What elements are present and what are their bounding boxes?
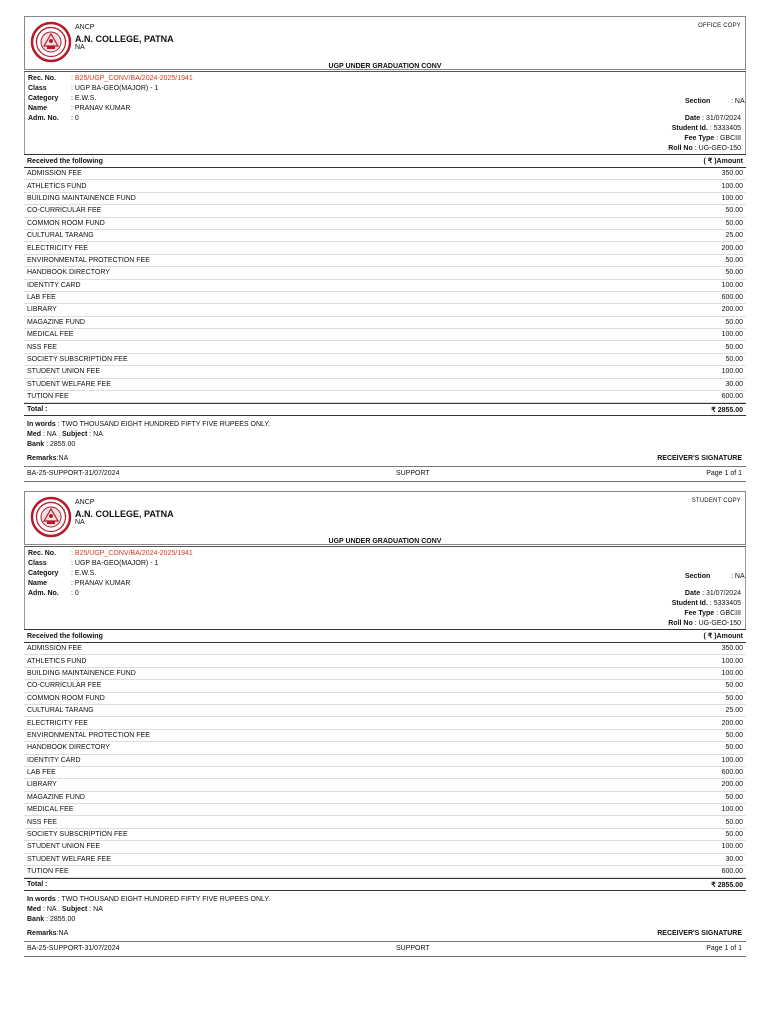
fee-item: MEDICAL FEE — [27, 806, 74, 814]
fee-item: COMMON ROOM FUND — [27, 219, 105, 227]
category-row — [28, 569, 96, 579]
remarks-row — [27, 930, 68, 937]
table-row — [24, 693, 746, 705]
fee-type-row — [684, 609, 741, 619]
fee-amount: 100.00 — [721, 806, 743, 814]
divider — [24, 466, 746, 467]
fee-amount: 50.00 — [725, 318, 743, 326]
amount-words — [27, 895, 270, 905]
table-row — [24, 655, 746, 667]
receipt-title: UGP UNDER GRADUATION CONV — [328, 538, 442, 545]
fee-amount: 600.00 — [721, 868, 743, 876]
fee-amount: 50.00 — [725, 694, 743, 702]
words-value: : TWO THOUSAND EIGHT HUNDRED FIFTY FIVE RUPEES ONLY. — [57, 421, 271, 428]
name-label: Name — [28, 579, 48, 587]
bank-label: Bank — [27, 441, 45, 448]
subject-label: Subject — [62, 906, 88, 913]
college-emblem-icon — [30, 496, 72, 538]
fee-amount: 200.00 — [721, 719, 743, 727]
student-info — [24, 547, 746, 629]
date-row — [685, 589, 741, 599]
rec-no-label: Rec. No. — [28, 550, 57, 557]
fee-amount: 100.00 — [721, 281, 743, 289]
date-label: Date — [684, 115, 701, 122]
student-id-row — [672, 599, 741, 609]
fee-table — [24, 154, 746, 416]
remarks-label: Remarks — [27, 455, 57, 462]
college-emblem-icon — [30, 21, 72, 63]
header-amount: ( ₹ )Amount — [703, 158, 743, 165]
page-number: Page 1 of 1 — [706, 470, 742, 477]
table-row — [24, 779, 746, 791]
table-row — [24, 717, 746, 729]
bank-label: Bank — [27, 916, 45, 923]
roll-no-value: : UG-GEO-150 — [694, 145, 741, 152]
table-row — [24, 804, 746, 816]
fee-item: LIBRARY — [27, 781, 57, 789]
fee-item: CO-CURRICULAR FEE — [27, 207, 102, 215]
section-row — [685, 573, 745, 580]
footer-center: SUPPORT — [396, 945, 430, 952]
fee-item: SOCIETY SUBSCRIPTION FEE — [27, 831, 128, 839]
table-row — [24, 329, 746, 341]
fee-item: HANDBOOK DIRECTORY — [27, 269, 110, 277]
category-row — [28, 94, 96, 104]
table-row — [24, 242, 746, 254]
footer-ref: BA-25-SUPPORT-31/07/2024 — [27, 470, 120, 477]
receipt-header — [24, 16, 746, 70]
student-id-row — [672, 124, 741, 134]
adm-value: : 0 — [71, 589, 79, 597]
name-label: Name — [28, 104, 48, 112]
rec-no-value: : B25/UGP_CONV/BA/2024-2025/1941 — [71, 75, 193, 82]
table-row — [24, 280, 746, 292]
class-value: : UGP BA-GEO(MAJOR) - 1 — [71, 559, 159, 567]
rec-no-label: Rec. No. — [28, 75, 57, 82]
fee-item: BUILDING MAINTAINENCE FUND — [27, 194, 136, 202]
fee-amount: 600.00 — [721, 769, 743, 777]
org-short-name: ANCP — [75, 499, 95, 506]
fee-amount: 350.00 — [721, 645, 743, 653]
fee-amount: 50.00 — [725, 682, 743, 690]
fee-rows — [24, 168, 746, 403]
table-row — [24, 230, 746, 242]
remarks-label: Remarks — [27, 930, 57, 937]
table-row — [24, 680, 746, 692]
date-value: : 31/07/2024 — [702, 115, 741, 122]
fee-amount: 200.00 — [721, 244, 743, 252]
receiver-signature: RECEIVER'S SIGNATURE — [657, 455, 742, 462]
fee-item: LIBRARY — [27, 306, 57, 314]
college-name: A.N. COLLEGE, PATNA — [75, 509, 174, 519]
fee-amount: 100.00 — [721, 669, 743, 677]
med-subject — [27, 905, 103, 915]
remarks-row — [27, 455, 68, 462]
table-row — [24, 391, 746, 403]
table-row — [24, 792, 746, 804]
fee-item: STUDENT UNION FEE — [27, 843, 100, 851]
table-row — [24, 205, 746, 217]
fee-item: ELECTRICITY FEE — [27, 719, 88, 727]
roll-no-value: : UG-GEO-150 — [694, 620, 741, 627]
fee-amount: 50.00 — [725, 744, 743, 752]
table-row — [24, 705, 746, 717]
fee-item: MEDICAL FEE — [27, 331, 74, 339]
adm-label: Adm. No. — [28, 114, 59, 122]
fee-amount: 350.00 — [721, 170, 743, 178]
copy-label: STUDENT COPY — [691, 498, 741, 504]
fee-type-value: : GBCIII — [716, 135, 741, 142]
fee-amount: 600.00 — [721, 393, 743, 401]
fee-amount: 50.00 — [725, 731, 743, 739]
fee-item: ENVIRONMENTAL PROTECTION FEE — [27, 731, 150, 739]
table-row — [24, 866, 746, 878]
fee-amount: 100.00 — [721, 756, 743, 764]
fee-item: ATHLETICS FUND — [27, 657, 87, 665]
rec-no-value: : B25/UGP_CONV/BA/2024-2025/1941 — [71, 550, 193, 557]
receipt-header — [24, 491, 746, 545]
bank-value: : 2855.00 — [46, 916, 76, 923]
fee-item: SOCIETY SUBSCRIPTION FEE — [27, 356, 128, 364]
fee-item: CULTURAL TARANG — [27, 232, 94, 240]
fee-amount: 200.00 — [721, 781, 743, 789]
total-label: Total : — [27, 881, 48, 889]
fee-amount: 25.00 — [725, 707, 743, 715]
rec-no-row — [28, 549, 193, 559]
adm-row — [28, 114, 79, 124]
table-row — [24, 354, 746, 366]
fee-item: HANDBOOK DIRECTORY — [27, 744, 110, 752]
roll-no-row — [668, 619, 741, 629]
fee-amount: 50.00 — [725, 343, 743, 351]
roll-no-label: Roll No — [668, 145, 693, 152]
table-row — [24, 668, 746, 680]
fee-amount: 50.00 — [725, 793, 743, 801]
name-value: : PRANAV KUMAR — [71, 104, 131, 112]
receipt-copy — [24, 16, 746, 484]
receipt-copy — [24, 491, 746, 959]
fee-item: ATHLETICS FUND — [27, 182, 87, 190]
category-label: Category — [28, 569, 59, 577]
roll-no-label: Roll No — [668, 620, 693, 627]
fee-amount: 50.00 — [725, 356, 743, 364]
fee-item: MAGAZINE FUND — [27, 318, 85, 326]
student-info — [24, 72, 746, 154]
med-value: : NA . — [42, 431, 63, 438]
fee-rows — [24, 643, 746, 878]
class-label: Class — [28, 559, 47, 567]
fee-item: ADMISSION FEE — [27, 645, 82, 653]
fee-amount: 25.00 — [725, 232, 743, 240]
fee-item: CULTURAL TARANG — [27, 707, 94, 715]
table-row — [24, 193, 746, 205]
total-value: ₹ 2855.00 — [711, 881, 743, 889]
footer-center: SUPPORT — [396, 470, 430, 477]
fee-table-header — [24, 154, 746, 168]
student-id-label: Student Id. — [671, 600, 708, 607]
fee-table — [24, 629, 746, 891]
subject-label: Subject — [62, 431, 88, 438]
fee-amount: 50.00 — [725, 256, 743, 264]
fee-amount: 100.00 — [721, 368, 743, 376]
name-row — [28, 104, 130, 114]
table-row — [24, 829, 746, 841]
fee-item: STUDENT UNION FEE — [27, 368, 100, 376]
class-value: : UGP BA-GEO(MAJOR) - 1 — [71, 84, 159, 92]
remarks-value: :NA — [56, 455, 69, 462]
date-row — [685, 114, 741, 124]
words-value: : TWO THOUSAND EIGHT HUNDRED FIFTY FIVE RUPEES ONLY. — [57, 896, 271, 903]
fee-amount: 30.00 — [725, 380, 743, 388]
adm-row — [28, 589, 79, 599]
fee-item: IDENTITY CARD — [27, 281, 81, 289]
fee-item: ADMISSION FEE — [27, 170, 82, 178]
fee-item: TUTION FEE — [27, 868, 69, 876]
total-value: ₹ 2855.00 — [711, 406, 743, 414]
fee-item: STUDENT WELFARE FEE — [27, 855, 111, 863]
class-row — [28, 84, 158, 94]
divider — [24, 956, 746, 957]
page-number: Page 1 of 1 — [706, 945, 742, 952]
words-label: In words — [27, 896, 56, 903]
med-subject — [27, 430, 103, 440]
org-short-name: ANCP — [75, 24, 95, 31]
fee-amount: 50.00 — [725, 831, 743, 839]
header-received: Received the following — [27, 157, 103, 165]
date-value: : 31/07/2024 — [702, 590, 741, 597]
fee-amount: 50.00 — [725, 818, 743, 826]
name-row — [28, 579, 130, 589]
fee-amount: 50.00 — [725, 269, 743, 277]
fee-amount: 100.00 — [721, 194, 743, 202]
header-amount: ( ₹ )Amount — [703, 633, 743, 640]
fee-amount: 600.00 — [721, 294, 743, 302]
table-row — [24, 366, 746, 378]
college-subtitle: NA — [75, 44, 85, 51]
college-name: A.N. COLLEGE, PATNA — [75, 34, 174, 44]
fee-item: LAB FEE — [27, 294, 56, 302]
med-label: Med — [27, 431, 41, 438]
divider — [24, 941, 746, 942]
category-value: : E.W.S. — [71, 569, 97, 577]
bank-row — [27, 440, 75, 450]
fee-amount: 100.00 — [721, 182, 743, 190]
words-label: In words — [27, 421, 56, 428]
fee-total-row — [24, 878, 746, 891]
student-id-label: Student Id. — [671, 125, 708, 132]
fee-type-label: Fee Type — [684, 610, 715, 617]
table-row — [24, 755, 746, 767]
name-value: : PRANAV KUMAR — [71, 579, 131, 587]
adm-value: : 0 — [71, 114, 79, 122]
fee-type-value: : GBCIII — [716, 610, 741, 617]
table-row — [24, 643, 746, 655]
student-id-value: : 5333405 — [709, 600, 741, 607]
fee-amount: 100.00 — [721, 843, 743, 851]
fee-table-header — [24, 629, 746, 643]
section-label: Section — [685, 573, 711, 580]
bank-value: : 2855.00 — [46, 441, 76, 448]
receipt-title: UGP UNDER GRADUATION CONV — [328, 63, 442, 70]
fee-item: NSS FEE — [27, 818, 57, 826]
college-subtitle: NA — [75, 519, 85, 526]
table-row — [24, 255, 746, 267]
section-value: : NA — [731, 98, 745, 105]
section-row — [685, 98, 745, 105]
table-row — [24, 292, 746, 304]
bank-row — [27, 915, 75, 925]
receiver-signature: RECEIVER'S SIGNATURE — [657, 930, 742, 937]
fee-item: ELECTRICITY FEE — [27, 244, 88, 252]
rec-no-row — [28, 74, 193, 84]
copy-label: OFFICE COPY — [698, 23, 741, 29]
fee-type-label: Fee Type — [684, 135, 715, 142]
date-label: Date — [684, 590, 701, 597]
table-row — [24, 168, 746, 180]
table-row — [24, 841, 746, 853]
table-row — [24, 742, 746, 754]
category-value: : E.W.S. — [71, 94, 97, 102]
section-value: : NA — [731, 573, 745, 580]
class-label: Class — [28, 84, 47, 92]
divider — [24, 481, 746, 482]
fee-amount: 100.00 — [721, 331, 743, 339]
subject-value: : NA — [89, 431, 103, 438]
adm-label: Adm. No. — [28, 589, 59, 597]
fee-item: ENVIRONMENTAL PROTECTION FEE — [27, 256, 150, 264]
fee-item: BUILDING MAINTAINENCE FUND — [27, 669, 136, 677]
fee-item: MAGAZINE FUND — [27, 793, 85, 801]
fee-item: LAB FEE — [27, 769, 56, 777]
fee-amount: 50.00 — [725, 207, 743, 215]
amount-words — [27, 420, 270, 430]
fee-item: TUTION FEE — [27, 393, 69, 401]
fee-item: NSS FEE — [27, 343, 57, 351]
table-row — [24, 218, 746, 230]
table-row — [24, 854, 746, 866]
fee-amount: 30.00 — [725, 855, 743, 863]
table-row — [24, 267, 746, 279]
table-row — [24, 304, 746, 316]
header-received: Received the following — [27, 632, 103, 640]
table-row — [24, 767, 746, 779]
class-row — [28, 559, 158, 569]
table-row — [24, 341, 746, 353]
roll-no-row — [668, 144, 741, 154]
fee-amount: 200.00 — [721, 306, 743, 314]
fee-total-row — [24, 403, 746, 416]
fee-item: COMMON ROOM FUND — [27, 694, 105, 702]
student-id-value: : 5333405 — [709, 125, 741, 132]
table-row — [24, 816, 746, 828]
remarks-value: :NA — [56, 930, 69, 937]
table-row — [24, 317, 746, 329]
table-row — [24, 180, 746, 192]
section-label: Section — [685, 98, 711, 105]
fee-type-row — [684, 134, 741, 144]
table-row — [24, 730, 746, 742]
fee-amount: 100.00 — [721, 657, 743, 665]
med-label: Med — [27, 906, 41, 913]
table-row — [24, 379, 746, 391]
category-label: Category — [28, 94, 59, 102]
fee-item: STUDENT WELFARE FEE — [27, 380, 111, 388]
fee-item: CO-CURRICULAR FEE — [27, 682, 102, 690]
med-value: : NA . — [42, 906, 63, 913]
subject-value: : NA — [89, 906, 103, 913]
footer-ref: BA-25-SUPPORT-31/07/2024 — [27, 945, 120, 952]
total-label: Total : — [27, 406, 48, 414]
fee-amount: 50.00 — [725, 219, 743, 227]
fee-item: IDENTITY CARD — [27, 756, 81, 764]
